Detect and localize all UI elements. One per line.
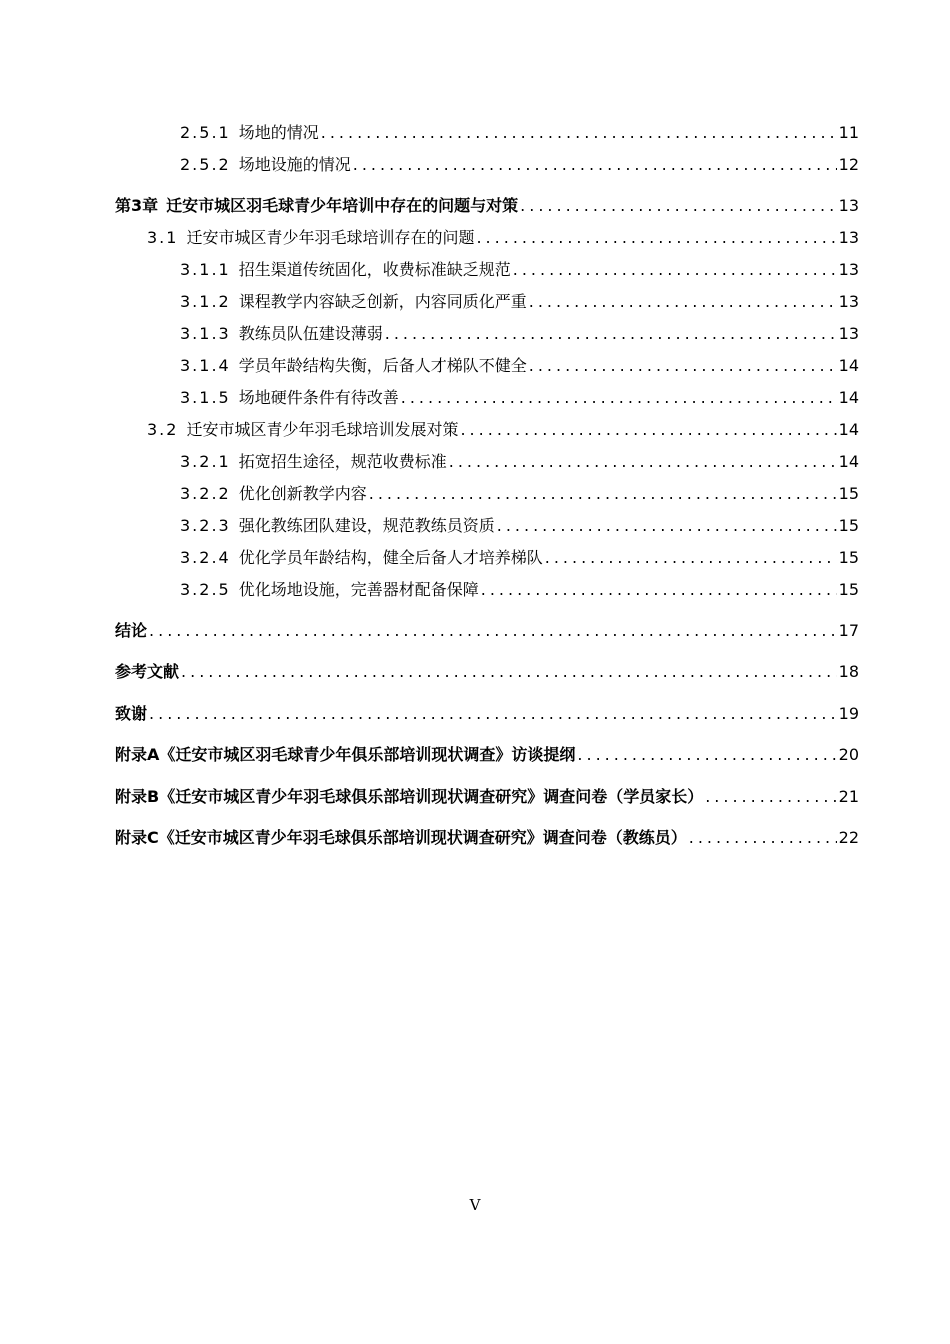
toc-entry-title: 学员年龄结构失衡，后备人才梯队不健全 bbox=[238, 356, 527, 375]
toc-entry-number: 3.1.4 bbox=[180, 356, 231, 375]
toc-leader-dots bbox=[689, 827, 837, 849]
toc-leader-dots bbox=[529, 355, 837, 377]
toc-entry-title: 强化教练团队建设，规范教练员资质 bbox=[238, 516, 495, 535]
toc-entry-title: 拓宽招生途径，规范收费标准 bbox=[238, 452, 447, 471]
toc-leader-dots bbox=[529, 291, 837, 313]
toc-leader-dots bbox=[520, 195, 836, 217]
toc-entry-title: 迁安市城区青少年羽毛球培训存在的问题 bbox=[186, 228, 475, 247]
toc-entry-number: 2.5.1 bbox=[180, 123, 231, 142]
toc-entry-page: 14 bbox=[838, 452, 859, 471]
toc-entry[interactable] bbox=[180, 515, 859, 537]
toc-entry[interactable] bbox=[180, 451, 859, 473]
toc-entry-title: 招生渠道传统固化，收费标准缺乏规范 bbox=[238, 260, 511, 279]
toc-entry-page: 11 bbox=[838, 123, 859, 142]
toc-leader-dots bbox=[577, 744, 836, 766]
toc-entry-title: 结论 bbox=[115, 621, 148, 640]
toc-entry-title: 优化场地设施，完善器材配备保障 bbox=[238, 580, 479, 599]
toc-entry-number: 3.2.5 bbox=[180, 580, 231, 599]
toc-entry-number: 3.2.3 bbox=[180, 516, 231, 535]
toc-entry-title: 迁安市城区青少年羽毛球培训发展对策 bbox=[186, 420, 459, 439]
toc-entry-title: 场地硬件条件有待改善 bbox=[238, 388, 399, 407]
toc-entry-number: 3.2 bbox=[147, 420, 179, 439]
toc-section-entry[interactable] bbox=[147, 227, 859, 249]
toc-entry[interactable] bbox=[180, 259, 859, 281]
toc-leader-dots bbox=[149, 620, 837, 642]
toc-entry-page: 19 bbox=[838, 704, 859, 723]
toc-leader-dots bbox=[181, 661, 837, 683]
toc-entry-title: 教练员队伍建设薄弱 bbox=[238, 324, 383, 343]
toc-leader-dots bbox=[705, 786, 836, 808]
toc-chapter-entry[interactable] bbox=[115, 620, 859, 642]
toc-entry-title: 场地的情况 bbox=[238, 123, 319, 142]
toc-entry-page: 14 bbox=[838, 356, 859, 375]
toc-entry-title: 课程教学内容缺乏创新，内容同质化严重 bbox=[238, 292, 527, 311]
toc-chapter-entry[interactable] bbox=[115, 703, 859, 725]
toc-leader-dots bbox=[369, 483, 837, 505]
toc-entry-page: 15 bbox=[838, 516, 859, 535]
toc-entry-page: 13 bbox=[838, 196, 859, 215]
toc-leader-dots bbox=[149, 703, 837, 725]
toc-entry-number: 3.2.2 bbox=[180, 484, 231, 503]
toc-entry[interactable] bbox=[180, 579, 859, 601]
toc-entry[interactable] bbox=[180, 355, 859, 377]
toc-entry-page: 13 bbox=[838, 260, 859, 279]
toc-entry[interactable] bbox=[180, 483, 859, 505]
toc-entry-page: 13 bbox=[838, 292, 859, 311]
toc-entry-page: 12 bbox=[838, 155, 859, 174]
toc-appendix-entry[interactable] bbox=[115, 786, 859, 808]
toc-entry[interactable] bbox=[180, 122, 859, 144]
toc-leader-dots bbox=[353, 154, 837, 176]
toc-entry-title: 附录A《迁安市城区羽毛球青少年俱乐部培训现状调查》访谈提纲 bbox=[115, 745, 576, 764]
toc-entry-title: 优化创新教学内容 bbox=[238, 484, 367, 503]
toc-entry-number: 3.1.5 bbox=[180, 388, 231, 407]
toc-entry-title: 迁安市城区羽毛球青少年培训中存在的问题与对策 bbox=[166, 196, 519, 215]
toc-leader-dots bbox=[460, 419, 836, 441]
toc-leader-dots bbox=[476, 227, 836, 249]
toc-entry-page: 17 bbox=[838, 621, 859, 640]
toc-entry[interactable] bbox=[180, 547, 859, 569]
toc-leader-dots bbox=[497, 515, 837, 537]
toc-leader-dots bbox=[481, 579, 837, 601]
toc-entry-page: 13 bbox=[838, 228, 859, 247]
toc-entry-page: 14 bbox=[838, 388, 859, 407]
toc-entry-number: 3.1.1 bbox=[180, 260, 231, 279]
toc-entry-page: 21 bbox=[838, 787, 859, 806]
toc-entry-title: 附录B《迁安市城区青少年羽毛球俱乐部培训现状调查研究》调查问卷（学员家长） bbox=[115, 787, 704, 806]
toc-entry-page: 18 bbox=[838, 662, 859, 681]
toc-appendix-entry[interactable] bbox=[115, 744, 859, 766]
toc-entry-page: 13 bbox=[838, 324, 859, 343]
toc-chapter-entry[interactable] bbox=[115, 661, 859, 683]
toc-entry-page: 15 bbox=[838, 484, 859, 503]
toc-entry-title: 致谢 bbox=[115, 704, 148, 723]
toc-entry-page: 22 bbox=[838, 828, 859, 847]
toc-entry-number: 2.5.2 bbox=[180, 155, 231, 174]
toc-entry-title: 参考文献 bbox=[115, 662, 180, 681]
toc-entry-number: 3.2.1 bbox=[180, 452, 231, 471]
toc-entry[interactable] bbox=[180, 387, 859, 409]
toc-entry-title: 优化学员年龄结构，健全后备人才培养梯队 bbox=[238, 548, 543, 567]
toc-leader-dots bbox=[321, 122, 837, 144]
toc-entry[interactable] bbox=[180, 291, 859, 313]
toc-entry[interactable] bbox=[180, 154, 859, 176]
toc-appendix-entry[interactable] bbox=[115, 827, 859, 849]
toc-entry-page: 14 bbox=[838, 420, 859, 439]
toc-chapter-entry[interactable] bbox=[115, 195, 859, 217]
toc-leader-dots bbox=[385, 323, 837, 345]
toc-entry-page: 20 bbox=[838, 745, 859, 764]
toc-entry-number: 3.1.3 bbox=[180, 324, 231, 343]
toc-entry-title: 场地设施的情况 bbox=[238, 155, 351, 174]
toc-entry[interactable] bbox=[180, 323, 859, 345]
toc-leader-dots bbox=[513, 259, 837, 281]
toc-entry-number: 第3章 bbox=[115, 196, 159, 215]
toc-entry-title: 附录C《迁安市城区青少年羽毛球俱乐部培训现状调查研究》调查问卷（教练员） bbox=[115, 828, 687, 847]
toc-entry-number: 3.1 bbox=[147, 228, 179, 247]
toc-leader-dots bbox=[545, 547, 837, 569]
toc-entry-page: 15 bbox=[838, 548, 859, 567]
page-number: V bbox=[469, 1196, 481, 1214]
toc-entry-page: 15 bbox=[838, 580, 859, 599]
toc-leader-dots bbox=[401, 387, 837, 409]
toc-section-entry[interactable] bbox=[147, 419, 859, 441]
toc-entry-number: 3.2.4 bbox=[180, 548, 231, 567]
toc-entry-number: 3.1.2 bbox=[180, 292, 231, 311]
toc-leader-dots bbox=[449, 451, 837, 473]
